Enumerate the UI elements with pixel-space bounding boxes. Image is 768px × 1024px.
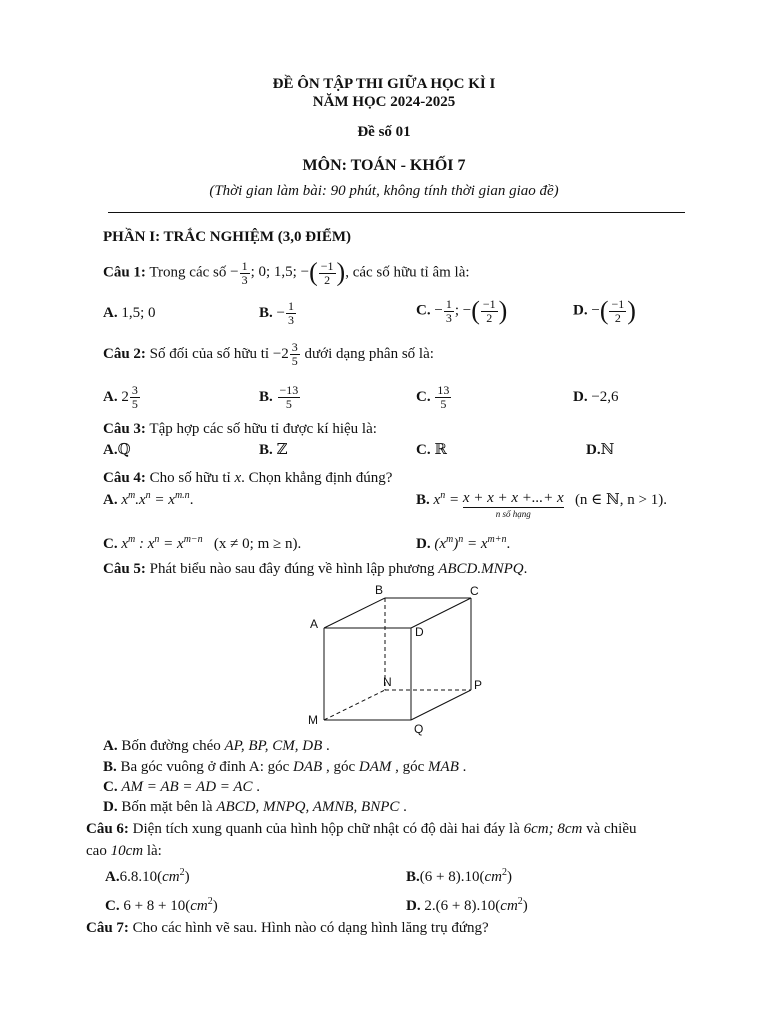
vertex-label: Q	[414, 722, 424, 736]
q5-option-b[interactable]: B. Ba góc vuông ở đỉnh A: góc DAB , góc DAM , góc MAB .	[103, 759, 467, 775]
question-label: Câu 4:	[103, 470, 146, 486]
question-label: Câu 3:	[103, 421, 146, 437]
q6-option-b[interactable]: $B.(6 + 8).10(cm^2)$	[406, 867, 512, 885]
q3-option-a[interactable]: A.ℚ	[103, 442, 131, 458]
q4-option-c[interactable]: C. $x^m$ : $x^n = x^{m-n}$ (x ≠ 0; m ≥ n).	[103, 534, 302, 552]
question-label: Câu 7:	[86, 920, 129, 936]
cube-edge	[411, 598, 471, 628]
vertex-label: M	[308, 713, 318, 727]
school-year: NĂM HỌC 2024-2025	[312, 94, 456, 110]
subject-line: MÔN: TOÁN - KHỐI 7	[302, 157, 466, 174]
q4-option-a[interactable]: A. $x^m.x^n = x^{m.n}$.	[103, 490, 194, 508]
q5-option-a[interactable]: A. Bốn đường chéo AP, BP, CM, DB .	[103, 738, 330, 754]
q5-option-c[interactable]: C. AM = AB = AD = AC .	[103, 779, 261, 795]
cube-edge	[324, 598, 385, 628]
vertex-label: N	[383, 675, 392, 689]
q6-option-d[interactable]: D. $2.(6 + 8).10(cm^2)$	[406, 896, 528, 914]
q3-option-b[interactable]: B. ℤ	[259, 442, 288, 458]
vertex-label: A	[310, 617, 319, 631]
section-title: PHẦN I: TRẮC NGHIỆM (3,0 ĐIỂM)	[103, 229, 352, 245]
question-6-line2: cao 10cm là:	[86, 843, 162, 859]
cube-hidden-edge	[324, 690, 385, 720]
question-4: Câu 4: Cho số hữu tỉ x. Chọn khẳng định đúng?	[103, 470, 393, 486]
q2-option-c[interactable]: C. $\frac{13}{5}$	[416, 383, 450, 411]
question-label: Câu 6:	[86, 821, 129, 837]
question-label: Câu 1:	[103, 264, 146, 281]
question-1	[103, 258, 470, 288]
question-3: Câu 3: Tập hợp các số hữu tỉ được kí hiệu là:	[103, 421, 377, 437]
q3-option-c[interactable]: C. ℝ	[416, 442, 447, 458]
q1-option-c[interactable]: C. − $\frac{1}{3}$ ; −( $\frac{-1}{2}$ )	[416, 296, 508, 325]
question-7: Câu 7: Cho các hình vẽ sau. Hình nào có dạng hình lăng trụ đứng?	[86, 920, 489, 936]
question-text: Trong các số	[149, 264, 227, 281]
q6-option-c[interactable]: C. $6 + 8 + 10(cm^2)$	[105, 896, 218, 914]
q2-option-a[interactable]: A. 2 $\frac{3}{5}$	[103, 383, 138, 411]
time-note: (Thời gian làm bài: 90 phút, không tính thời gian giao đề)	[209, 183, 559, 199]
q4-option-d[interactable]: D. $(x^m)^n = x^{m+n}$.	[416, 534, 511, 552]
q1-option-a[interactable]: A. 1,5; 0	[103, 305, 156, 321]
math-expression: −2 $\frac{3}{5}$	[272, 340, 298, 368]
q3-option-d[interactable]: D.ℕ	[586, 442, 615, 458]
vertex-label: C	[470, 584, 479, 598]
exam-number: Đề số 01	[357, 124, 411, 140]
q2-option-b[interactable]: B. $\frac{-13}{5}$	[259, 383, 299, 411]
header-divider	[108, 212, 685, 213]
q1-option-b[interactable]: B. − $\frac{1}{3}$	[259, 299, 294, 327]
q6-option-a[interactable]: $A.6.8.10(cm^2)$	[105, 867, 190, 885]
q5-option-d[interactable]: D. Bốn mặt bên là ABCD, MNPQ, AMNB, BNPC .	[103, 799, 407, 815]
question-label: Câu 5:	[103, 561, 146, 577]
exam-title: ĐỀ ÔN TẬP THI GIỮA HỌC KÌ I	[272, 76, 496, 92]
vertex-label: D	[415, 625, 424, 639]
q2-option-d[interactable]: D. −2,6	[573, 389, 619, 405]
math-expression: − $\frac{1}{3}$ ; 0; 1,5; −( $\frac{-1}{2}$ )	[230, 258, 346, 287]
question-6: Câu 6: Diện tích xung quanh của hình hộp chữ nhật có độ dài hai đáy là 6cm; 8cm và chiều	[86, 821, 637, 837]
question-5: Câu 5: Phát biểu nào sau đây đúng về hình lập phương ABCD.MNPQ.	[103, 561, 528, 577]
question-2: Câu 2: Số đối của số hữu tỉ −2 $\frac{3}{5}$ dưới dạng phân số là:	[103, 340, 434, 368]
question-label: Câu 2:	[103, 345, 146, 362]
cube-figure	[300, 582, 500, 737]
vertex-label: B	[375, 583, 384, 597]
vertex-label: P	[474, 678, 483, 692]
q1-option-d[interactable]: D. −( $\frac{-1}{2}$ )	[573, 296, 636, 325]
q4-option-b[interactable]: B. $x^n$ = x + x + x +...+ x n số hạng (n ∈ ℕ, n > 1).	[416, 490, 667, 519]
cube-edge	[411, 690, 471, 720]
question-text-end: , các số hữu tỉ âm là:	[345, 264, 470, 281]
